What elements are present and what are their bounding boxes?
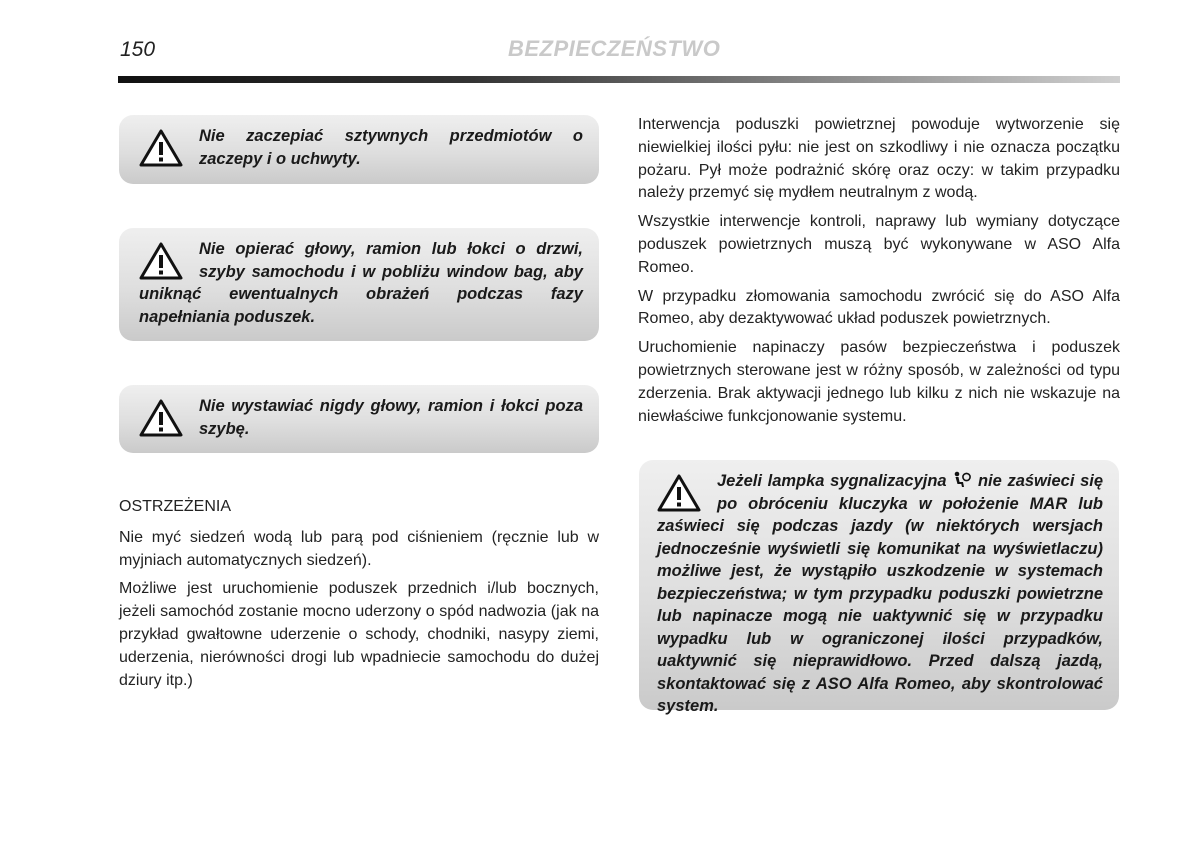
- airbag-warning-lamp-icon: [952, 471, 972, 489]
- warning-text-2: Nie opierać głowy, ramion lub łokci o drzwi, szyby samochodu i w pobliżu window bag, aby uniknąć ewentualnych obrażeń podczas fazy napełniania poduszek.: [139, 240, 583, 326]
- right-paragraph-1: Interwencja poduszki powietrznej powoduje wytworzenie się niewielkiej ilości pyłu: nie jest on szkodliwy i nie oznacza początku pożaru. Pył może podrażnić skórę oraz oczy: w takim przypadku należy przemyć się mydłem neutralnym z wodą.: [638, 116, 1120, 202]
- header-rule: [118, 76, 1120, 83]
- page-number: 150: [120, 38, 156, 61]
- section-heading: OSTRZEŻENIA: [119, 498, 232, 515]
- warning-text-3: Nie wystawiać nigdy głowy, ramion i łokci poza szybę.: [199, 397, 583, 438]
- warning-triangle-icon: [139, 242, 183, 280]
- warning-triangle-icon: [139, 129, 183, 167]
- left-paragraph-2: Możliwe jest uruchomienie poduszek przednich i/lub bocznych, jeżeli samochód zostanie mocno uderzony o spód nadwozia (jak na przykład gwałtowne uderzenie o schody, chodniki, nasypy ziemi, uderzenia, nierówności drogi lub wpadniecie samochodu do dużej dziury itp.): [119, 580, 599, 689]
- warning-text-4-start: Jeżeli lampka sygnalizacyjna: [717, 472, 947, 490]
- warning-triangle-icon: [139, 399, 183, 437]
- right-paragraph-2: Wszystkie interwencje kontroli, naprawy lub wymiany dotyczące poduszek powietrznych muszą być wykonywane w ASO Alfa Romeo.: [638, 213, 1120, 276]
- warning-triangle-icon: [657, 474, 701, 512]
- warning-box-2: [119, 228, 599, 341]
- section-title: BEZPIECZEŃSTWO: [508, 36, 721, 61]
- left-paragraph-1: Nie myć siedzeń wodą lub parą pod ciśnieniem (ręcznie lub w myjniach automatycznych siedzeń).: [119, 528, 599, 569]
- right-paragraph-4: Uruchomienie napinaczy pasów bezpieczeństwa i poduszek powietrznych sterowane jest w różny sposób, w zależności od typu zderzenia. Brak aktywacji jednego lub kilku z nich nie wskazuje na niewłaściwe funkcjonowanie systemu.: [638, 339, 1120, 425]
- right-paragraph-3: W przypadku złomowania samochodu zwrócić się do ASO Alfa Romeo, aby dezaktywować układ poduszek powietrznych.: [638, 287, 1120, 328]
- warning-text-4: [657, 470, 1103, 718]
- warning-box-4: [639, 460, 1119, 715]
- right-column-text: [638, 114, 1120, 434]
- warning-text-4-end: nie zaświeci się po obróceniu kluczyka w położenie MAR lub zaświeci się podczas jazdy (w niektórych wersjach jednocześnie wyświetli się komunikat na wyświetlaczu) możliwe jest, że wystąpiło uszkodzenie w systemach bezpieczeństwa; w tym przypadku poduszki powietrzne lub napinacze mogą nie uaktywnić się w przypadku wypadku lub w ograniczonej ilości przypadków, uaktywnić się nieprawidłowo. Przed dalszą jazdą, skontaktować się z ASO Alfa Romeo, aby skontrolować system.: [657, 472, 1104, 715]
- warning-box-1: [119, 115, 599, 184]
- warning-box-3: [119, 385, 599, 453]
- warning-text-1: Nie zaczepiać sztywnych przedmiotów o zaczepy i o uchwyty.: [199, 127, 583, 168]
- left-column-text: [119, 496, 599, 698]
